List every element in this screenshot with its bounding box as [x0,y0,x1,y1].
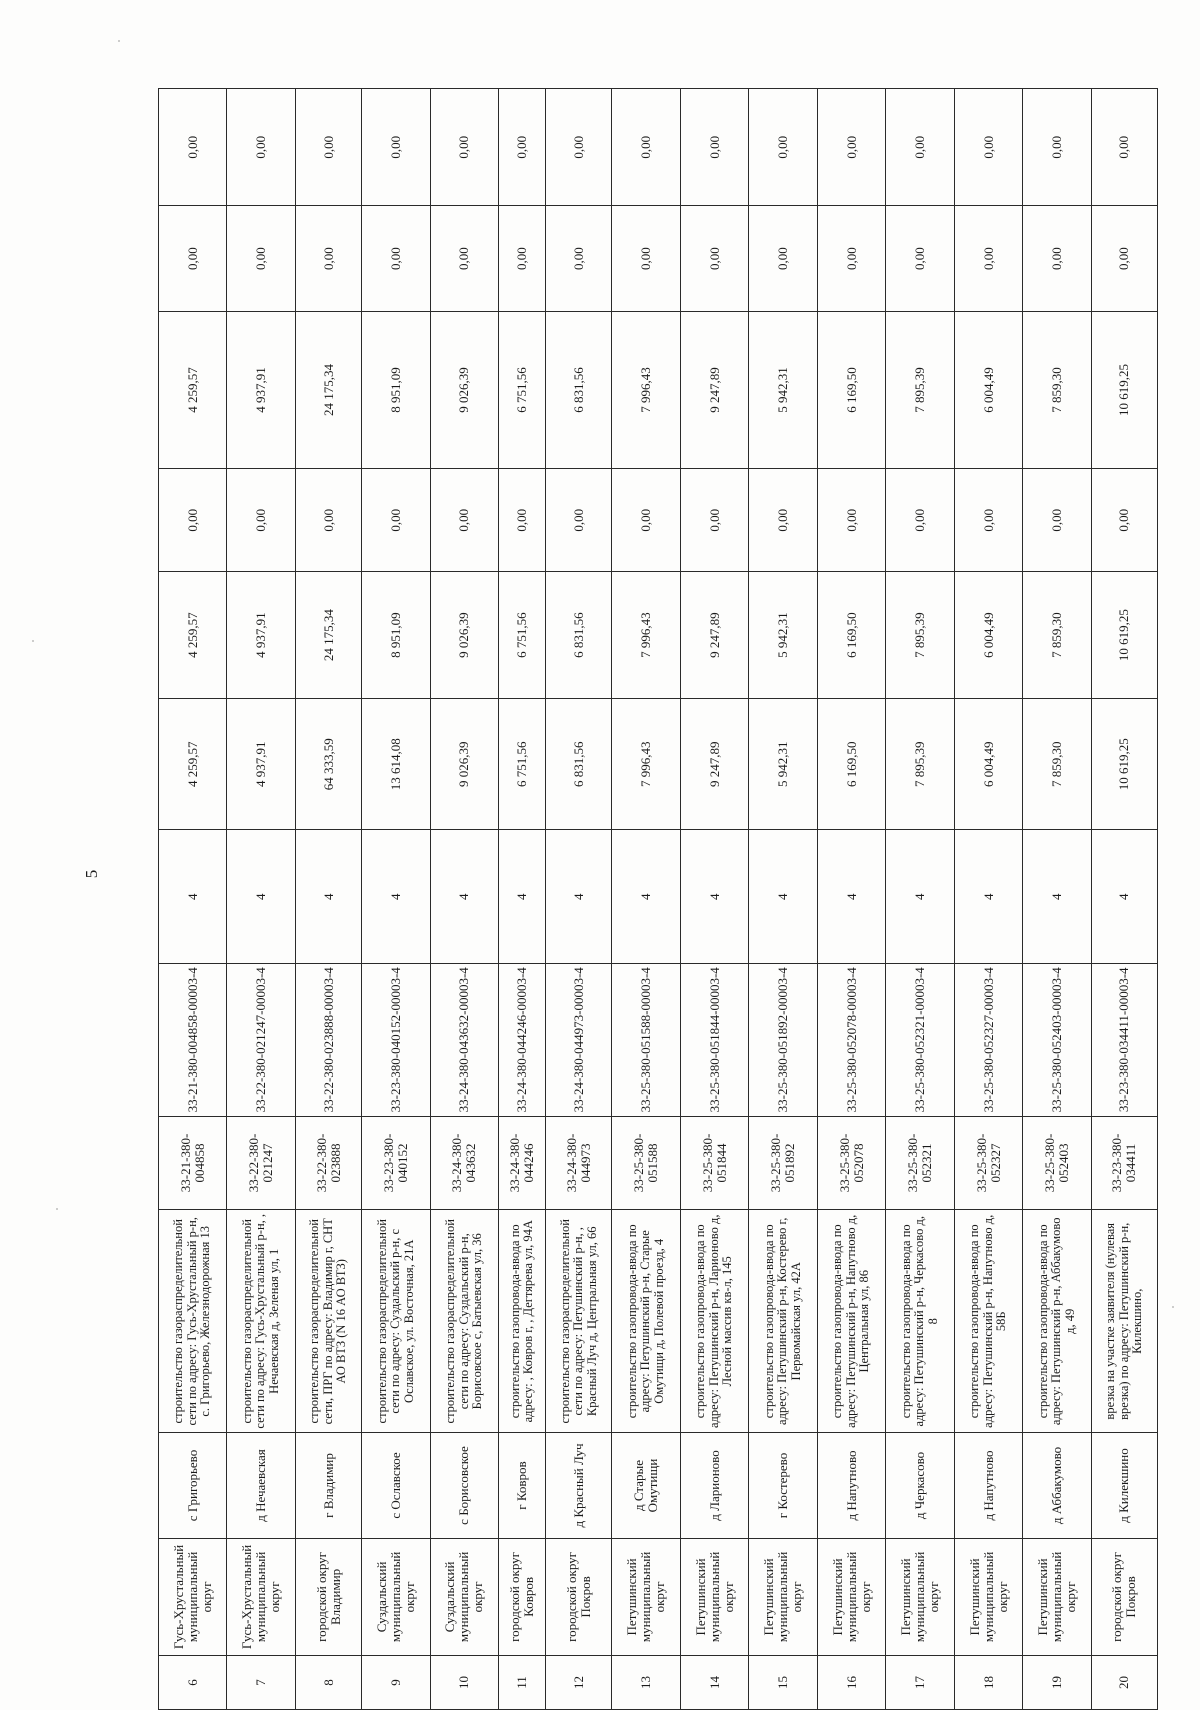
value-5-cell: 0,00 [430,206,498,312]
object-number-cell: 33-23-380-034411-00003-4 [1091,964,1157,1116]
table-row [612,89,680,1710]
value-1-cell: 6 169,50 [817,699,885,830]
value-5-cell: 0,00 [817,206,885,312]
value-6-cell: 0,00 [612,89,680,206]
object-number-cell: 33-24-380-043632-00003-4 [430,964,498,1116]
district-cell: городской округ Владимир [295,1538,361,1655]
object-code-cell: 33-24-380-044973 [546,1116,612,1210]
locality-cell: д Килекшино [1091,1433,1157,1539]
row-number: 14 [680,1656,748,1710]
value-5-cell: 0,00 [886,206,954,312]
table-row [499,89,546,1710]
object-number-cell: 33-22-380-023888-00003-4 [295,964,361,1116]
value-4-cell: 10 619,25 [1091,311,1157,468]
district-cell: Петушинский муниципальный округ [612,1538,680,1655]
table-row [546,89,612,1710]
value-1-cell: 7 996,43 [612,699,680,830]
value-3-cell: 0,00 [817,469,885,572]
value-4-cell: 6 169,50 [817,311,885,468]
value-3-cell: 0,00 [362,469,430,572]
description-cell: строительство газораспределительной сети по адресу: Гусь-Хрустальный р-н, , Нечаевская д, Зеленая ул, 1 [227,1210,295,1433]
district-cell: городской округ Покров [546,1538,612,1655]
category-cell: 4 [680,830,748,964]
value-2-cell: 4 259,57 [159,572,227,699]
locality-cell: с Борисовское [430,1433,498,1539]
value-4-cell: 6 831,56 [546,311,612,468]
scan-speck [1172,1306,1174,1308]
rotated-table-frame [158,88,1158,1710]
value-2-cell: 10 619,25 [1091,572,1157,699]
object-number-cell: 33-22-380-021247-00003-4 [227,964,295,1116]
scan-speck [118,40,120,42]
value-6-cell: 0,00 [430,89,498,206]
value-1-cell: 10 619,25 [1091,699,1157,830]
investment-program-table [158,88,1158,1710]
value-5-cell: 0,00 [954,206,1022,312]
value-4-cell: 8 951,09 [362,311,430,468]
value-6-cell: 0,00 [1091,89,1157,206]
value-1-cell: 7 895,39 [886,699,954,830]
row-number: 6 [159,1656,227,1710]
value-5-cell: 0,00 [749,206,817,312]
district-cell: Гусь-Хрустальный муниципальный округ [159,1538,227,1655]
value-2-cell: 7 996,43 [612,572,680,699]
value-6-cell: 0,00 [159,89,227,206]
category-cell: 4 [499,830,546,964]
value-5-cell: 0,00 [362,206,430,312]
value-4-cell: 24 175,34 [295,311,361,468]
value-5-cell: 0,00 [612,206,680,312]
value-5-cell: 0,00 [499,206,546,312]
value-5-cell: 0,00 [680,206,748,312]
value-3-cell: 0,00 [430,469,498,572]
value-6-cell: 0,00 [1023,89,1091,206]
category-cell: 4 [612,830,680,964]
row-number: 12 [546,1656,612,1710]
value-2-cell: 5 942,31 [749,572,817,699]
table-row [886,89,954,1710]
page-number: 5 [82,869,101,879]
category-cell: 4 [1091,830,1157,964]
value-5-cell: 0,00 [295,206,361,312]
row-number: 17 [886,1656,954,1710]
object-number-cell: 33-25-380-052403-00003-4 [1023,964,1091,1116]
category-cell: 4 [954,830,1022,964]
table-row [817,89,885,1710]
value-3-cell: 0,00 [159,469,227,572]
object-code-cell: 33-25-380-052327 [954,1116,1022,1210]
description-cell: врезка на участке заявителя (нулевая врезка) по адресу: Петушинский р-н, Килекшино, [1091,1210,1157,1433]
object-code-cell: 33-22-380-023888 [295,1116,361,1210]
value-3-cell: 0,00 [295,469,361,572]
locality-cell: с Григорьево [159,1433,227,1539]
locality-cell: д Нечаевская [227,1433,295,1539]
category-cell: 4 [430,830,498,964]
value-2-cell: 6 751,56 [499,572,546,699]
value-2-cell: 9 026,39 [430,572,498,699]
district-cell: Гусь-Хрустальный муниципальный округ [227,1538,295,1655]
object-number-cell: 33-25-380-052078-00003-4 [817,964,885,1116]
locality-cell: д Аббакумово [1023,1433,1091,1539]
value-6-cell: 0,00 [227,89,295,206]
value-2-cell: 9 247,89 [680,572,748,699]
value-6-cell: 0,00 [954,89,1022,206]
value-6-cell: 0,00 [546,89,612,206]
value-4-cell: 7 895,39 [886,311,954,468]
value-5-cell: 0,00 [227,206,295,312]
locality-cell: г Владимир [295,1433,361,1539]
description-cell: строительство газораспределительной сети по адресу: Суздальский р-н, Борисовское с, Батыевская ул, 36 [430,1210,498,1433]
row-number: 15 [749,1656,817,1710]
description-cell: строительство газораспределительной сети, ПРГ по адресу: Владимир г, СНТ АО ВТЗ (N 16 АО ВТЗ) [295,1210,361,1433]
object-number-cell: 33-24-380-044973-00003-4 [546,964,612,1116]
value-1-cell: 7 859,30 [1023,699,1091,830]
value-4-cell: 6 004,49 [954,311,1022,468]
row-number: 20 [1091,1656,1157,1710]
value-4-cell: 9 026,39 [430,311,498,468]
value-6-cell: 0,00 [886,89,954,206]
row-number: 7 [227,1656,295,1710]
value-1-cell: 6 004,49 [954,699,1022,830]
value-3-cell: 0,00 [749,469,817,572]
value-2-cell: 6 831,56 [546,572,612,699]
value-2-cell: 24 175,34 [295,572,361,699]
object-code-cell: 33-21-380-004858 [159,1116,227,1210]
object-code-cell: 33-23-380-040152 [362,1116,430,1210]
table-row [1023,89,1091,1710]
category-cell: 4 [159,830,227,964]
category-cell: 4 [362,830,430,964]
district-cell: Суздальский муниципальный округ [362,1538,430,1655]
value-1-cell: 9 026,39 [430,699,498,830]
value-3-cell: 0,00 [227,469,295,572]
row-number: 13 [612,1656,680,1710]
table-row [362,89,430,1710]
object-code-cell: 33-25-380-052078 [817,1116,885,1210]
object-number-cell: 33-23-380-040152-00003-4 [362,964,430,1116]
district-cell: Петушинский муниципальный округ [749,1538,817,1655]
table-row [1091,89,1157,1710]
locality-cell: д Ларионово [680,1433,748,1539]
value-5-cell: 0,00 [546,206,612,312]
value-3-cell: 0,00 [886,469,954,572]
value-4-cell: 5 942,31 [749,311,817,468]
value-1-cell: 6 831,56 [546,699,612,830]
locality-cell: д Напутново [954,1433,1022,1539]
row-number: 19 [1023,1656,1091,1710]
category-cell: 4 [886,830,954,964]
value-2-cell: 7 895,39 [886,572,954,699]
scan-speck [56,1208,58,1210]
object-code-cell: 33-23-380-034411 [1091,1116,1157,1210]
row-number: 10 [430,1656,498,1710]
district-cell: Петушинский муниципальный округ [886,1538,954,1655]
category-cell: 4 [546,830,612,964]
row-number: 16 [817,1656,885,1710]
row-number: 11 [499,1656,546,1710]
value-2-cell: 6 169,50 [817,572,885,699]
value-6-cell: 0,00 [680,89,748,206]
value-4-cell: 6 751,56 [499,311,546,468]
locality-cell: д Черкасово [886,1433,954,1539]
value-3-cell: 0,00 [1023,469,1091,572]
value-6-cell: 0,00 [749,89,817,206]
locality-cell: д Красный Луч [546,1433,612,1539]
value-5-cell: 0,00 [1091,206,1157,312]
value-1-cell: 4 937,91 [227,699,295,830]
table-row [954,89,1022,1710]
value-2-cell: 6 004,49 [954,572,1022,699]
locality-cell: г Ковров [499,1433,546,1539]
table-row [749,89,817,1710]
district-cell: Петушинский муниципальный округ [680,1538,748,1655]
table-row [227,89,295,1710]
district-cell: Петушинский муниципальный округ [954,1538,1022,1655]
value-1-cell: 9 247,89 [680,699,748,830]
object-number-cell: 33-25-380-051892-00003-4 [749,964,817,1116]
value-3-cell: 0,00 [954,469,1022,572]
locality-cell: г Костерево [749,1433,817,1539]
description-cell: строительство газопровода-ввода по адресу: Петушинский р-н, Старые Омутищи д, Полевой проезд, 4 [612,1210,680,1433]
value-3-cell: 0,00 [680,469,748,572]
object-number-cell: 33-21-380-004858-00003-4 [159,964,227,1116]
description-cell: строительство газораспределительной сети по адресу: Петушинский р-н, , Красный Луч д, Центральная ул, 66 [546,1210,612,1433]
object-number-cell: 33-25-380-052321-00003-4 [886,964,954,1116]
value-4-cell: 7 996,43 [612,311,680,468]
description-cell: строительство газораспределительной сети по адресу: Суздальский р-н, с Ославское, ул. Восточная, 21А [362,1210,430,1433]
description-cell: строительство газораспределительной сети по адресу: Гусь-Хрустальный р-н, с. Григорьево, Железнодорожная 13 [159,1210,227,1433]
value-1-cell: 6 751,56 [499,699,546,830]
value-4-cell: 9 247,89 [680,311,748,468]
object-number-cell: 33-24-380-044246-00003-4 [499,964,546,1116]
category-cell: 4 [1023,830,1091,964]
value-6-cell: 0,00 [362,89,430,206]
value-2-cell: 7 859,30 [1023,572,1091,699]
value-5-cell: 0,00 [1023,206,1091,312]
row-number: 18 [954,1656,1022,1710]
table-row [680,89,748,1710]
value-6-cell: 0,00 [817,89,885,206]
object-code-cell: 33-25-380-052321 [886,1116,954,1210]
value-6-cell: 0,00 [295,89,361,206]
object-code-cell: 33-25-380-051588 [612,1116,680,1210]
category-cell: 4 [817,830,885,964]
district-cell: городской округ Покров [1091,1538,1157,1655]
table-row [295,89,361,1710]
locality-cell: д Напутново [817,1433,885,1539]
object-code-cell: 33-22-380-021247 [227,1116,295,1210]
value-1-cell: 13 614,08 [362,699,430,830]
value-4-cell: 7 859,30 [1023,311,1091,468]
value-1-cell: 5 942,31 [749,699,817,830]
category-cell: 4 [749,830,817,964]
description-cell: строительство газопровода-ввода по адресу: Петушинский р-н, Напутново д, Центральная ул, 86 [817,1210,885,1433]
scan-speck [32,640,34,642]
value-3-cell: 0,00 [612,469,680,572]
value-3-cell: 0,00 [499,469,546,572]
description-cell: строительство газопровода-ввода по адресу: Петушинский р-н, Ларионово д, Лесной массив кв-л, 145 [680,1210,748,1433]
description-cell: строительство газопровода-ввода по адресу: Петушинский р-н, Напутново д, 58Б [954,1210,1022,1433]
table-body [159,89,1158,1710]
row-number: 8 [295,1656,361,1710]
table-rotator [158,88,1158,1710]
row-number: 9 [362,1656,430,1710]
district-cell: городской округ Ковров [499,1538,546,1655]
object-number-cell: 33-25-380-051588-00003-4 [612,964,680,1116]
category-cell: 4 [227,830,295,964]
description-cell: строительство газопровода-ввода по адресу: , Ковров г, , Дегтярева ул, 94А [499,1210,546,1433]
value-1-cell: 64 333,59 [295,699,361,830]
description-cell: строительство газопровода-ввода по адресу: Петушинский р-н, Черкасово д, 8 [886,1210,954,1433]
table-row [430,89,498,1710]
category-cell: 4 [295,830,361,964]
object-number-cell: 33-25-380-051844-00003-4 [680,964,748,1116]
object-code-cell: 33-24-380-044246 [499,1116,546,1210]
object-number-cell: 33-25-380-052327-00003-4 [954,964,1022,1116]
object-code-cell: 33-24-380-043632 [430,1116,498,1210]
description-cell: строительство газопровода-ввода по адресу: Петушинский р-н, Костерево г, Первомайская ул, 42А [749,1210,817,1433]
value-4-cell: 4 259,57 [159,311,227,468]
value-3-cell: 0,00 [1091,469,1157,572]
value-6-cell: 0,00 [499,89,546,206]
locality-cell: с Ославское [362,1433,430,1539]
object-code-cell: 33-25-380-051844 [680,1116,748,1210]
district-cell: Петушинский муниципальный округ [817,1538,885,1655]
value-3-cell: 0,00 [546,469,612,572]
locality-cell: д Старые Омутищи [612,1433,680,1539]
value-1-cell: 4 259,57 [159,699,227,830]
value-5-cell: 0,00 [159,206,227,312]
district-cell: Петушинский муниципальный округ [1023,1538,1091,1655]
table-row [159,89,227,1710]
value-2-cell: 8 951,09 [362,572,430,699]
district-cell: Суздальский муниципальный округ [430,1538,498,1655]
value-2-cell: 4 937,91 [227,572,295,699]
value-4-cell: 4 937,91 [227,311,295,468]
object-code-cell: 33-25-380-051892 [749,1116,817,1210]
description-cell: строительство газопровода-ввода по адресу: Петушинский р-н, Аббакумово д, 49 [1023,1210,1091,1433]
object-code-cell: 33-25-380-052403 [1023,1116,1091,1210]
